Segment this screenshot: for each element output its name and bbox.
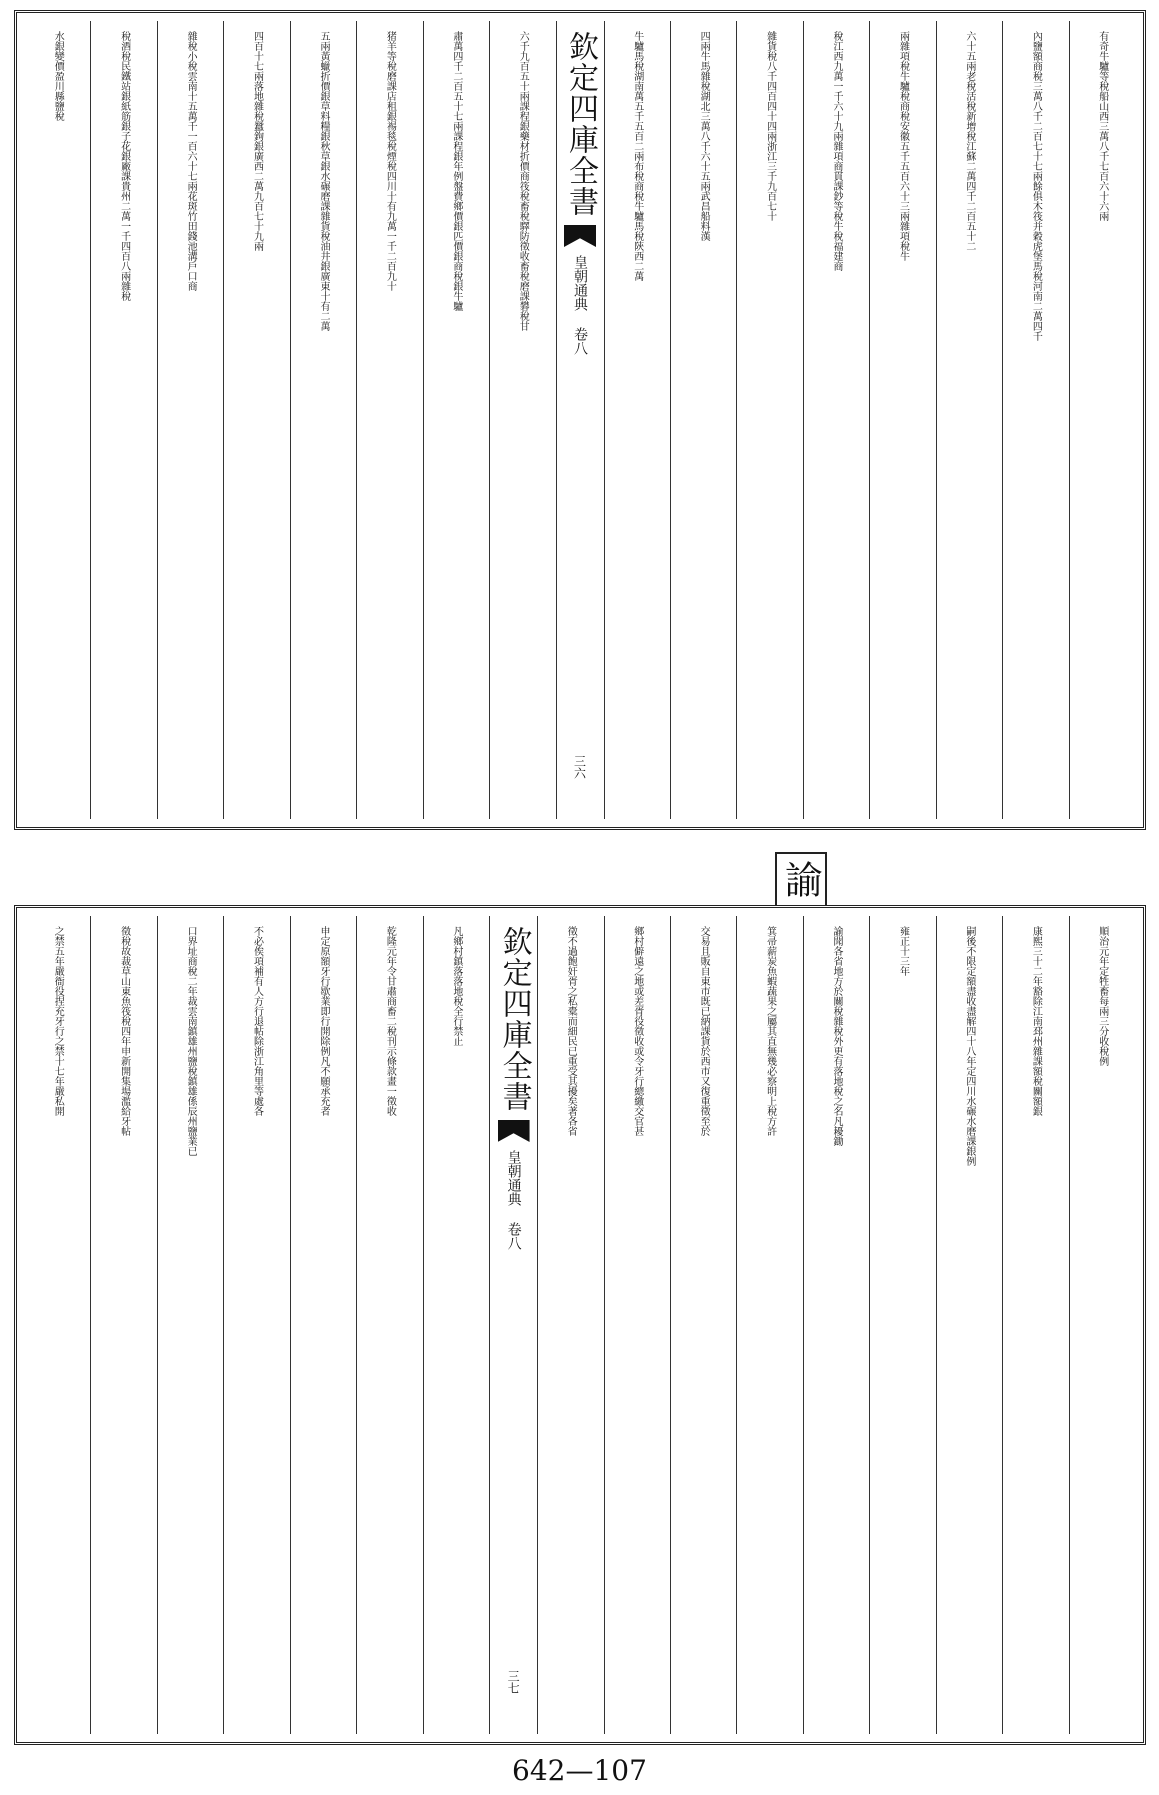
text-column [90, 21, 156, 819]
column-text: 四百十七兩落地雜稅蠶鉤銀廣西二萬九百七十九兩 [251, 31, 263, 251]
text-column [356, 21, 422, 819]
text-column [25, 916, 90, 1734]
column-text: 四兩牛馬雜稅湖北三萬八千六十五兩武昌船料漢 [698, 31, 710, 241]
text-column [157, 21, 223, 819]
text-column [869, 916, 935, 1734]
text-column [1002, 916, 1068, 1734]
text-column [869, 21, 935, 819]
leaf-number: 三七 [506, 1670, 521, 1694]
text-column [489, 21, 555, 819]
text-column [1002, 21, 1068, 819]
column-text: 乾隆元年令甘肅商畜二稅刊示條款畫一徵收 [384, 926, 396, 1116]
column-text: 申定原額牙行歇業即行開除例凡不願承充者 [317, 926, 329, 1116]
text-column [423, 21, 489, 819]
text-column [670, 916, 736, 1734]
column-text: 雜貨稅八千四百四十四兩浙江三千九百七十 [764, 31, 776, 221]
top-page [14, 10, 1146, 830]
text-column [223, 21, 289, 819]
column-text: 五兩黃蠟折價銀草料糧銀秋草銀水碾磨課雜貨稅油井銀廣東十有二萬 [317, 31, 329, 331]
text-column [1069, 916, 1135, 1734]
column-text: 雍正十三年 [897, 926, 909, 976]
text-column [803, 916, 869, 1734]
column-text: 交易且販自東市既已納課貨於西市又復重徵至於 [698, 926, 710, 1136]
column-text: 肅萬四千二百五十七兩課程銀年例盤費鄉價銀匹價銀商稅銀牛驢 [450, 31, 462, 311]
column-text: 雜稅小稅雲南十五萬千一百六十七兩花斑竹田錢池溝戶口商 [185, 31, 197, 291]
text-column [670, 21, 736, 819]
column-text: 牛驢馬稅湖南萬五千五百二兩布稅商稅牛驢馬稅陝西二萬 [631, 31, 643, 281]
column-text: 諭聞各省地方於關稅雜稅外更有落地稅之名凡耰鋤 [831, 926, 843, 1146]
column-text: 有奇牛驢等稅船山西三萬八千七百六十六兩 [1096, 31, 1108, 221]
fishtail-mark [498, 1120, 530, 1142]
column-text: 之禁五年嚴衙役捏充牙行之禁十七年嚴私開 [52, 926, 64, 1116]
fishtail-mark [564, 225, 596, 247]
column-text: 水銀變價盈川縣鹽稅 [52, 31, 64, 121]
column-text: 嗣後不限定額盡收盡解四十八年定四川水碾水磨課銀例 [963, 926, 975, 1166]
text-column [90, 916, 156, 1734]
center-fold-column [489, 916, 537, 1734]
column-text: 稅江西九萬一千六十九兩雜項商貫課鈔等稅牛稅福建商 [831, 31, 843, 271]
text-column [803, 21, 869, 819]
edict-label: 諭 [778, 860, 823, 898]
column-text: 兩雜項稅牛驢稅商稅安徽五千五百六十三兩雜項稅牛 [897, 31, 909, 261]
text-column [290, 21, 356, 819]
column-text: 徵不過飽奸胥之私橐而細民已重受其擾矣著各省 [565, 926, 577, 1136]
bottom-page-columns [25, 916, 1135, 1734]
text-column [25, 21, 90, 819]
column-text: 鄉村僻遠之地或差胥役徵收或令牙行總繳交官甚 [631, 926, 643, 1136]
column-text: 六十五兩老稅活稅新增稅江蘇二萬四千二百五十二 [963, 31, 975, 251]
text-column [736, 21, 802, 819]
text-column [423, 916, 489, 1734]
column-text: 凡鄉村鎮落落地稅全行禁止 [450, 926, 462, 1046]
column-text: 內鹽額商稅三萬八千二百七十七兩餘俱木筏并穀虎堡馬稅河南二萬四千 [1030, 31, 1042, 341]
text-column [290, 916, 356, 1734]
text-column [157, 916, 223, 1734]
text-column [604, 916, 670, 1734]
column-text: 徵稅故裁草山東魚筏稅四年申新開集場濫給牙帖 [118, 926, 130, 1136]
bottom-page [14, 905, 1146, 1745]
column-text: 箕帚薪炭魚蝦蔬果之屬其直無幾必察明上稅方許 [764, 926, 776, 1136]
text-column [936, 916, 1002, 1734]
chapter-label: 皇朝通典 卷八 [505, 1150, 522, 1250]
column-text: 猪羊等稅磨課店租銀裼毯稅煙稅四川十有九萬一千二百九十 [384, 31, 396, 291]
text-column [356, 916, 422, 1734]
text-column [604, 21, 670, 819]
text-column [736, 916, 802, 1734]
column-text: 口界址商稅二年裁雲南鎮雄州鹽稅鎮雄係辰州鹽業已 [185, 926, 197, 1156]
page-number: 642—107 [512, 1754, 647, 1787]
text-column [936, 21, 1002, 819]
column-text: 稅酒稅民鐵站銀紙筋銀子花銀廠課貴州二萬一千四百八兩雜稅 [118, 31, 130, 301]
book-title: 欽定四庫全書 [496, 926, 532, 1112]
book-title: 欽定四庫全書 [563, 31, 598, 217]
text-column [223, 916, 289, 1734]
column-text: 不必俟項補有人方行退帖除浙江角里等處各 [251, 926, 263, 1116]
text-column [537, 916, 603, 1734]
chapter-label: 皇朝通典 卷八 [572, 255, 588, 355]
text-column [1069, 21, 1135, 819]
column-text: 康熙三十二年豁除江南邳州雜課額稅關額銀 [1030, 926, 1042, 1116]
top-page-columns [25, 21, 1135, 819]
column-text: 順治元年定牲畜每兩三分收稅例 [1096, 926, 1108, 1066]
column-text: 六千九百五十兩課程銀藥材折價商筏稅畜稅驛防徵收畜稅磨課礬稅甘 [517, 31, 529, 331]
center-fold-column [556, 21, 604, 819]
leaf-number: 三六 [572, 755, 587, 779]
